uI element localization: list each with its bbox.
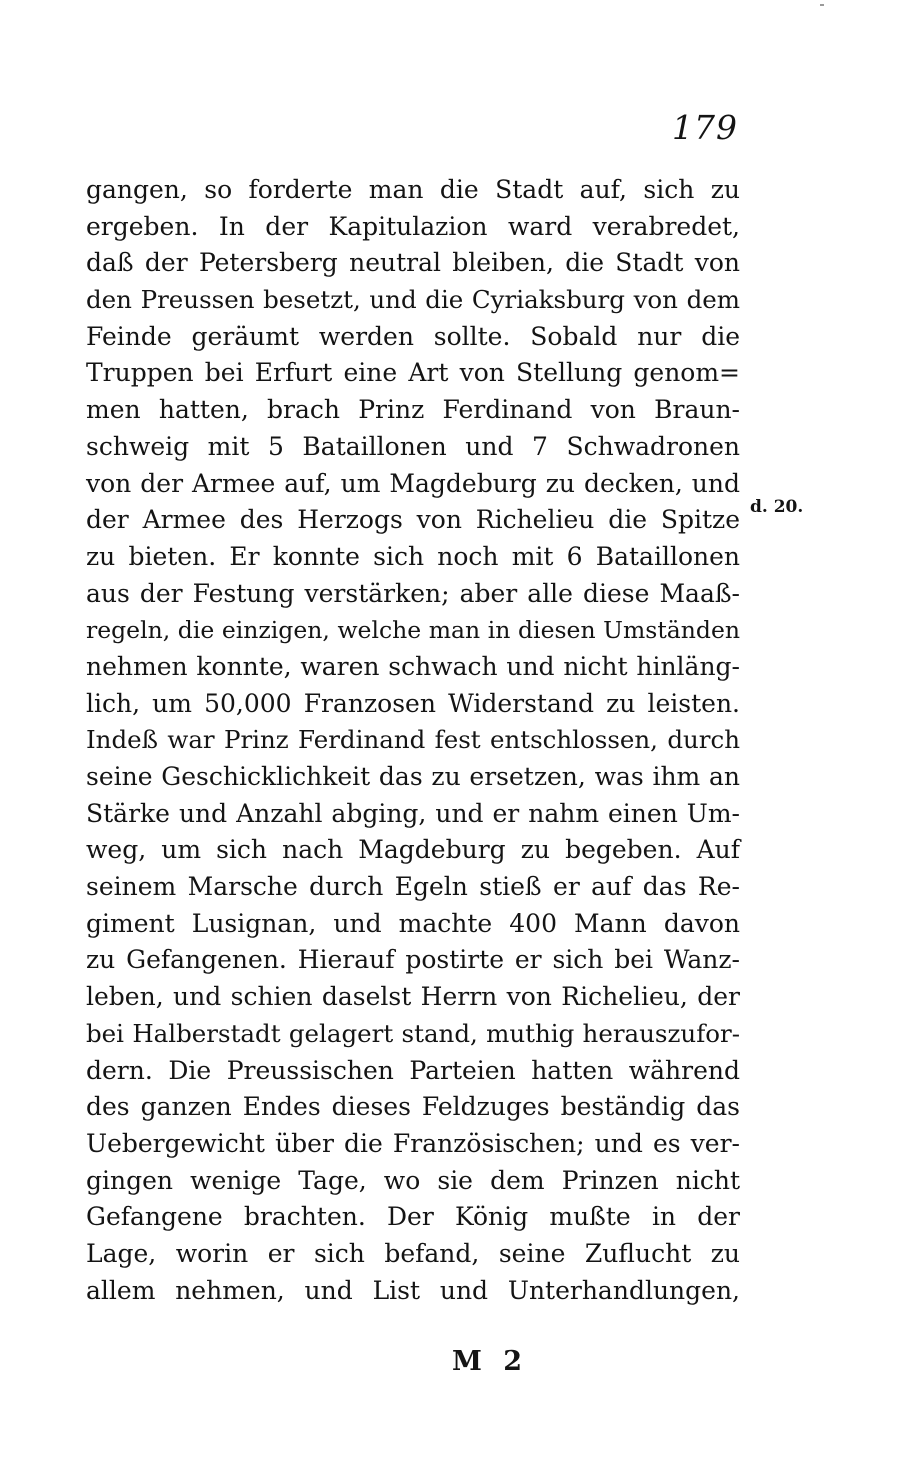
text-line: leben, und schien daselst Herrn von Richelieu, der [86, 982, 740, 1012]
text-line: daß der Petersberg neutral bleiben, die Stadt von [86, 248, 740, 278]
scan-speck [820, 4, 824, 6]
text-line: bei Halberstadt gelagert stand, muthig herauszufor- [86, 1018, 740, 1048]
body-text [86, 172, 740, 1309]
text-line: weg, um sich nach Magdeburg zu begeben. Auf [86, 835, 740, 865]
text-line: ergeben. In der Kapitulazion ward verabredet, [86, 211, 740, 241]
text-line: Stärke und Anzahl abging, und er nahm einen Um- [86, 798, 740, 828]
text-line: seinem Marsche durch Egeln stieß er auf das Re- [86, 872, 740, 902]
signature-mark: M 2 [452, 1346, 529, 1377]
margin-date-note: d. 20. [750, 497, 804, 517]
text-line: den Preussen besetzt, und die Cyriaksburg von dem [86, 285, 740, 315]
text-line: der Armee des Herzogs von Richelieu die Spitze [86, 505, 740, 535]
text-line: gingen wenige Tage, wo sie dem Prinzen nicht [86, 1165, 740, 1195]
text-line: des ganzen Endes dieses Feldzuges beständig das [86, 1092, 740, 1122]
text-line: dern. Die Preussischen Parteien hatten während [86, 1055, 740, 1085]
text-line: zu Gefangenen. Hierauf postirte er sich bei Wanz- [86, 945, 740, 975]
text-line: Truppen bei Erfurt eine Art von Stellung genom= [86, 358, 740, 388]
text-line: men hatten, brach Prinz Ferdinand von Braun- [86, 395, 740, 425]
text-line: giment Lusignan, und machte 400 Mann davon [86, 908, 740, 938]
text-line: allem nehmen, und List und Unterhandlungen, [86, 1275, 740, 1305]
text-line: lich, um 50,000 Franzosen Widerstand zu leisten. [86, 688, 740, 718]
text-line: Indeß war Prinz Ferdinand fest entschlossen, durch [86, 725, 740, 755]
text-line: Lage, worin er sich befand, seine Zuflucht zu [86, 1238, 740, 1268]
text-line: nehmen konnte, waren schwach und nicht hinläng- [86, 651, 740, 681]
text-line: seine Geschicklichkeit das zu ersetzen, was ihm an [86, 762, 740, 791]
text-line: von der Armee auf, um Magdeburg zu decken, und [86, 468, 740, 498]
text-line: schweig mit 5 Bataillonen und 7 Schwadronen [86, 431, 740, 461]
text-line: zu bieten. Er konnte sich noch mit 6 Bataillonen [86, 541, 740, 571]
text-line: gangen, so forderte man die Stadt auf, sich zu [86, 175, 740, 204]
text-line: Gefangene brachten. Der König mußte in der [86, 1202, 740, 1232]
text-line: Uebergewicht über die Französischen; und es ver- [86, 1128, 740, 1158]
text-line: regeln, die einzigen, welche man in diesen Umständen [86, 616, 740, 645]
page-number: 179 [672, 108, 738, 147]
text-line: Feinde geräumt werden sollte. Sobald nur die [86, 321, 740, 351]
text-line: aus der Festung verstärken; aber alle diese Maaß- [86, 578, 740, 608]
